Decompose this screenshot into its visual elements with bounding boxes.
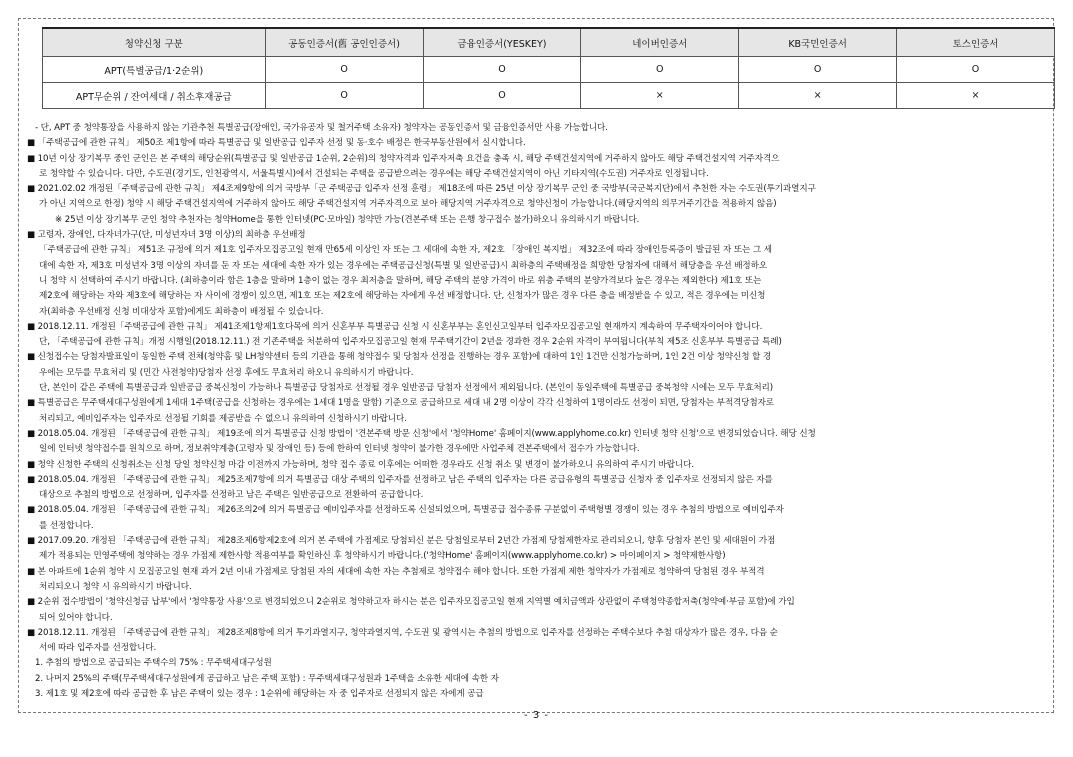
note-line: 단, 본인이 같은 주택에 특별공급과 일반공급 중복신청이 가능하나 특별공급 당첨자로 선정될 경우 일반공급 당첨자 선정에서 제외됩니다. (본인이 동일주택에 특별공급 중복청약 시에는 모두 무효처리) [39, 383, 773, 394]
header-cell: 토스인증서 [897, 28, 1055, 57]
header-cell: 공동인증서(舊 공인인증서) [265, 28, 423, 57]
header-cell: KB국민인증서 [739, 28, 897, 57]
note-line: 2. 나머지 25%의 주택(무주택세대구성원에게 공급하고 남은 주택 포함) : 무주택세대구성원과 1주택을 소유한 세대에 속한 자 [35, 673, 499, 684]
table-cell: APT(특별공급/1·2순위) [43, 57, 266, 83]
table-row [43, 57, 1055, 83]
page-number: - 3 - [524, 710, 549, 721]
note-line: 니 청약 시 선택하여 주시기 바랍니다. (최하층이라 함은 1층을 말하며 1층이 없는 경우 최저층을 말하며, 해당 주택의 분양 가격이 바로 위층 주택의 분양가격보다 높은 경우는 제외한다) 제1호 또는 [39, 275, 762, 286]
table-cell: O [581, 57, 739, 83]
note-line: ■ 10년 이상 장기복무 중인 군인은 본 주택의 해당순위(특별공급 및 일반공급 1순위, 2순위)의 청약자격과 입주자저축 요건을 충족 시, 해당 주택건설지역에 거주하지 않아도 해당 주택건설지역 거주자격으 [27, 153, 780, 164]
notes-section [27, 121, 1049, 702]
certificate-table [42, 27, 1055, 109]
table-cell: O [265, 83, 423, 109]
note-line: ■ 본 아파트에 1순위 청약 시 모집공고일 현재 과거 2년 이내 가점제로 당첨된 자의 세대에 속한 자는 추첨제로 청약접수 해야 합니다. 또한 가점제 제한 청약자가 가점제로 청약하여 당첨된 경우 부적격 [27, 566, 765, 577]
note-line: ■ 2018.12.11. 개정된「주택공급에 관한 규칙」 제41조제1항제1호다목에 의거 신혼부부 특별공급 신청 시 신혼부부는 혼인신고일부터 입주자모집공고일 현재까지 계속하여 무주택자이어야 합니다. [27, 321, 763, 332]
note-line: 일에 인터넷 청약접수를 원칙으로 하며, 정보취약계층(고령자 및 장애인 등) 등에 한하여 인터넷 청약이 불가한 경우에만 사업주체 견본주택에서 접수가 가능합니다. [39, 444, 640, 455]
note-line: ■ 청약 신청한 주택의 신청취소는 신청 당일 청약신청 마감 이전까지 가능하며, 청약 접수 종료 이후에는 어떠한 경우라도 신청 취소 및 변경이 불가하오니 유의하여 주시기 바랍니다. [27, 459, 694, 470]
header-cell: 네이버인증서 [581, 28, 739, 57]
note-line: 서에 따라 입주자를 선정합니다. [39, 643, 157, 654]
note-line: ■ 2순위 접수방법이 '청약신청금 납부'에서 '청약통장 사용'으로 변경되었으니 2순위로 청약하고자 하시는 분은 입주자모집공고일 현재 지역별 예치금액과 상관없이 주택청약종합저축(청약예·부금 포함)에 가입 [27, 597, 795, 608]
table-cell: × [739, 83, 897, 109]
document-frame [18, 18, 1054, 713]
note-line: 자(최하층 우선배정 신청 비대상자 포함)에게도 최하층이 배정될 수 있습니다. [39, 306, 324, 317]
note-line: 로 청약할 수 있습니다. 다만, 수도권(경기도, 인천광역시, 서울특별시)에서 건설되는 주택을 공급받으려는 경우에는 해당 주택건설지역이 아닌 기타지역(수도권) 거주자로 인정됩니다. [39, 168, 709, 179]
note-line: ■ 2021.02.02 개정된「주택공급에 관한 규칙」 제4조제9항에 의거 국방부「군 주택공급 입주자 선정 훈령」 제18조에 따른 25년 이상 장기복무 군인 중 국방부(국군복지단)에서 추천한 자는 수도권(투기과열지구 [27, 184, 816, 195]
table-header-row [43, 28, 1055, 57]
note-line: 를 선정합니다. [39, 520, 94, 531]
table-cell: O [739, 57, 897, 83]
note-line: 대에 속한 자, 제3호 미성년자 3명 이상의 자녀를 둔 자 또는 세대에 속한 자가 있는 경우에는 주택공급신청(특별 및 일반공급)시 최하층의 주택배정을 희망한 당첨자에 대해서 해당층을 우선 배정하오 [39, 260, 768, 271]
note-line: ■ 고령자, 장애인, 다자녀가구(단, 미성년자녀 3명 이상)의 최하층 우선배정 [27, 230, 306, 241]
note-line: 되어 있어야 합니다. [39, 612, 113, 623]
note-line: 가 아닌 지역으로 한정) 청약 시 해당 주택건설지역에 거주하지 않아도 해당 주택건설지역 거주자격으로 보아 해당지역 거주자격으로 청약신청이 가능합니다.(해당지역의 의무거주기간을 적용하지 않음) [39, 199, 777, 210]
table-cell: O [423, 83, 581, 109]
table-cell: O [897, 57, 1055, 83]
note-line: ■ 특별공급은 무주택세대구성원에게 1세대 1주택(공급을 신청하는 경우에는 1세대 1명을 말함) 기준으로 공급하므로 세대 내 2명 이상이 각각 신청하여 1명이라도 선정이 되면, 당첨자는 부적격당첨자로 [27, 398, 774, 409]
note-line: 제2호에 해당하는 자와 제3호에 해당하는 자 사이에 경쟁이 있으면, 제1호 또는 제2호에 해당하는 자에게 우선 배정합니다. 단, 신청자가 많은 경우 다른 층을 배정받을 수 있고, 적은 경우에는 미신청 [39, 291, 766, 302]
note-line: 처리되고, 예비입주자는 입주자로 선정될 기회를 제공받을 수 없으니 유의하여 신청하시기 바랍니다. [39, 413, 407, 424]
note-line: 대상으로 추첨의 방법으로 선정하며, 입주자를 선정하고 남은 주택은 일반공급으로 전환하여 공급합니다. [39, 490, 424, 501]
header-cell: 금융인증서(YESKEY) [423, 28, 581, 57]
table-row [43, 83, 1055, 109]
note-line: ■ 2018.12.11. 개정된 「주택공급에 관한 규칙」 제28조제8항에 의거 투기과열지구, 청약과열지역, 수도권 및 광역시는 추첨의 방법으로 입주자를 선정하는 주택수보다 추첨 대상자가 많은 경우, 다음 순 [27, 627, 778, 638]
table-cell: × [581, 83, 739, 109]
note-line: 처리되오니 청약 시 유의하시기 바랍니다. [39, 581, 192, 592]
note-line: - 단, APT 중 청약통장을 사용하지 않는 기관추천 특별공급(장애인, 국가유공자 및 철거주택 소유자) 청약자는 공동인증서 및 금융인증서만 사용 가능합니다. [35, 123, 608, 133]
note-line: ※ 25년 이상 장기복무 군인 청약 추천자는 청약Home을 통한 인터넷(PC·모바일) 청약만 가능(견본주택 또는 은행 창구접수 불가)하오니 유의하시기 바랍니다. [55, 214, 640, 225]
header-cell: 청약신청 구분 [43, 28, 266, 57]
note-line: 1. 추첨의 방법으로 공급되는 주택수의 75% : 무주택세대구성원 [35, 658, 272, 669]
note-line: 우에는 모두를 무효처리 및 (민간 사전청약)당첨자 선정 후에도 무효처리 하오니 유의하시기 바랍니다. [39, 367, 414, 378]
note-line: ■ 「주택공급에 관한 규칙」 제50조 제1항에 따라 특별공급 및 일반공급 입주자 선정 및 동·호수 배정은 한국부동산원에서 실시합니다. [27, 138, 526, 149]
table-cell: O [423, 57, 581, 83]
note-line: ■ 2017.09.20. 개정된 「주택공급에 관한 규칙」 제28조제6항제2호에 의거 본 주택에 가점제로 당첨되신 분은 당첨일로부터 2년간 가점제 당첨제한자로 관리되오니, 향후 당첨자 본인 및 세대원이 가점 [27, 536, 776, 547]
note-line: 3. 제1호 및 제2호에 따라 공급한 후 남은 주택이 있는 경우 : 1순위에 해당하는 자 중 입주자로 선정되지 않은 자에게 공급 [35, 688, 484, 699]
note-line: ■ 2018.05.04. 개정된 「주택공급에 관한 규칙」 제26조의2에 의거 특별공급 예비입주자를 선정하도록 신설되었으며, 특별공급 접수종류 구분없이 주택형별 경쟁이 있는 경우 추첨의 방법으로 예비입주자 [27, 505, 784, 516]
table-cell: APT무순위 / 잔여세대 / 취소후재공급 [43, 83, 266, 109]
table-cell: O [265, 57, 423, 83]
note-line: 단, 「주택공급에 관한 규칙」개정 시행일(2018.12.11.) 전 기존주택을 처분하여 입주자모집공고일 현재 무주택기간이 2년을 경과한 경우 2순위 자격이 부여됩니다(부칙 제5조 신혼부부 특별공급 특례) [39, 337, 782, 348]
note-line: 제가 적용되는 민영주택에 청약하는 경우 가점제 제한사항 적용여부를 확인하신 후 청약하시기 바랍니다.('청약Home' 홈페이지(www.applyhome.co.kr) > 마이페이지 > 청약제한사항) [39, 551, 726, 562]
note-line: ■ 2018.05.04. 개정된 「주택공급에 관한 규칙」 제19조에 의거 특별공급 신청 방법이 '견본주택 방문 신청'에서 '청약Home' 홈페이지(www.applyhome.co.kr) 인터넷 청약 신청'으로 변경되었습니다. 해당 신청 [27, 428, 816, 439]
note-line: 「주택공급에 관한 규칙」 제51조 규정에 의거 제1호 입주자모집공고일 현재 만65세 이상인 자 또는 그 세대에 속한 자, 제2호 「장애인 복지법」 제32조에 따라 장애인등록증이 발급된 자 또는 그 세 [39, 245, 772, 256]
table-cell: × [897, 83, 1055, 109]
note-line: ■ 2018.05.04. 개정된 「주택공급에 관한 규칙」 제25조제7항에 의거 특별공급 대상 주택의 입주자를 선정하고 남은 주택의 입주자는 다른 공급유형의 특별공급 신청자 중 입주자로 선정되지 않은 자를 [27, 474, 773, 485]
note-line: ■ 신청접수는 당첨자발표일이 동일한 주택 전체(청약홈 및 LH청약센터 등의 기관을 통해 청약접수 및 당첨자 선정을 진행하는 경우 포함)에 대하여 1인 1건만 신청가능하며, 1인 2건 이상 청약신청 할 경 [27, 352, 772, 363]
